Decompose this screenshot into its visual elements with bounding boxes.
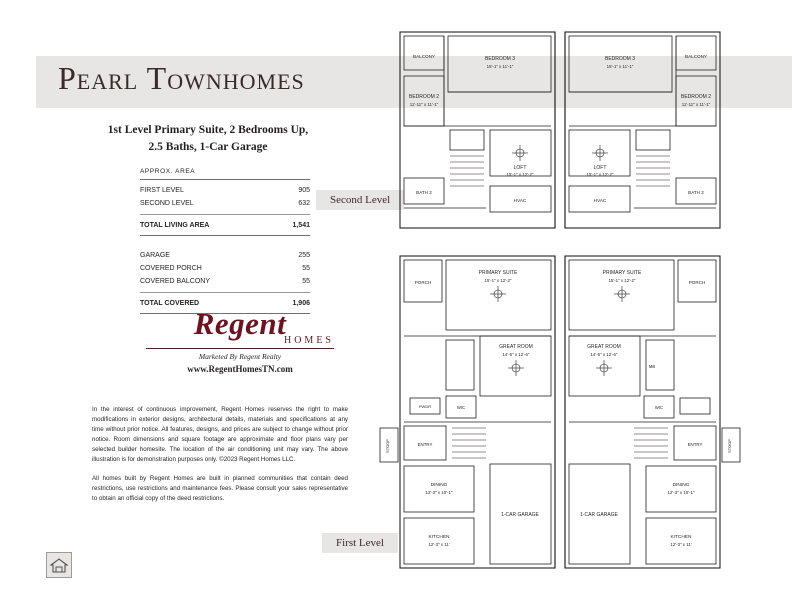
room-label-kitchen-left: KITCHEN — [428, 535, 450, 540]
room-dim-kitchen-left: 12'-3" x 11' — [428, 542, 450, 547]
second-level-label: Second Level — [316, 190, 404, 210]
room-label-stoop-left: STOOP — [385, 439, 390, 453]
room-label-dining-left: DINING — [430, 483, 448, 488]
room-dim-bedroom2-right: 11'-11" x 11'-1" — [681, 102, 711, 107]
divider — [140, 214, 310, 215]
row-label: GARAGE — [140, 251, 170, 259]
room-dim-loft-right: 15'-1" x 12'-2" — [586, 172, 614, 177]
room-dim-great-room-right: 14'-5" x 12'-6" — [590, 352, 618, 357]
disclaimer-paragraph-2: All homes built by Regent Homes are built in planned communities that contain deed restrictions, use restrictions and maintenance fees. Please consult your sales representative to obtain an official copy of the deed restrictions. — [92, 475, 348, 503]
room-label-entry-right: ENTRY — [687, 442, 703, 447]
room-label-hvac-left: HVAC — [513, 198, 527, 203]
room-dim-dining-right: 12'-3" x 10'-1" — [667, 490, 695, 495]
table-row — [140, 275, 310, 288]
room-label-mechanical-right: MB — [648, 364, 656, 369]
page-subtitle — [58, 122, 358, 155]
room-label-bedroom2-left: BEDROOM 2 — [408, 94, 440, 100]
room-label-loft-left: LOFT — [513, 165, 527, 171]
room-dim-loft-left: 15'-1" x 12'-2" — [506, 172, 534, 177]
room-label-bath2-right: BATH 2 — [688, 190, 704, 195]
room-dim-bedroom2-left: 11'-11" x 11'-1" — [409, 102, 439, 107]
room-label-primary-suite-left: PRIMARY SUITE — [478, 270, 518, 276]
room-dim-kitchen-right: 12'-3" x 11' — [670, 542, 692, 547]
row-value: 55 — [302, 265, 310, 273]
room-label-kitchen-right: KITCHEN — [670, 535, 692, 540]
room-dim-dining-left: 12'-3" x 10'-1" — [425, 490, 453, 495]
room-label-stoop-right: STOOP — [727, 439, 732, 453]
room-dim-bedroom3-right: 15'-1" x 11'-1" — [606, 64, 634, 69]
divider — [140, 292, 310, 293]
row-value: 1,906 — [292, 299, 310, 307]
disclaimer-text — [92, 405, 348, 513]
row-value: 1,541 — [292, 221, 310, 229]
room-label-bedroom3-left: BEDROOM 3 — [484, 56, 516, 62]
room-label-entry-left: ENTRY — [417, 442, 433, 447]
room-label-porch-left: PORCH — [414, 280, 432, 285]
room-label-great-room-left: GREAT ROOM — [499, 344, 533, 350]
room-label-balcony-left: BALCONY — [413, 54, 435, 59]
row-label: TOTAL LIVING AREA — [140, 221, 210, 229]
equal-housing-opportunity-icon — [46, 552, 72, 578]
room-label-bath2-left: BATH 2 — [416, 190, 432, 195]
table-row — [140, 219, 310, 232]
row-value: 632 — [298, 200, 310, 208]
room-dim-primary-suite-left: 15'-1" x 12'-2" — [484, 278, 512, 283]
logo-homes-text: HOMES — [283, 335, 334, 346]
regent-homes-logo — [140, 308, 340, 374]
logo-tagline: Marketed By Regent Realty — [198, 352, 282, 361]
row-label: COVERED PORCH — [140, 265, 202, 273]
row-label: FIRST LEVEL — [140, 187, 184, 194]
room-label-wic-right: WIC — [654, 405, 664, 410]
row-label: SECOND LEVEL — [140, 200, 194, 208]
room-label-wic-left: WIC — [456, 405, 466, 410]
table-row — [140, 249, 310, 262]
second-level-floorplan — [390, 26, 730, 236]
room-dim-bedroom3-left: 15'-1" x 11'-1" — [486, 64, 514, 69]
row-label: TOTAL COVERED — [140, 299, 200, 307]
table-row — [140, 197, 310, 210]
logo-website-url: www.RegentHomesTN.com — [187, 364, 293, 374]
room-label-loft-right: LOFT — [593, 165, 607, 171]
room-label-great-room-right: GREAT ROOM — [587, 344, 621, 350]
room-label-bedroom2-right: BEDROOM 2 — [680, 94, 712, 100]
room-dim-great-room-left: 14'-5" x 12'-6" — [502, 352, 530, 357]
subtitle-line-2: 2.5 Baths, 1-Car Garage — [148, 140, 268, 153]
page-title: Pearl Townhomes — [58, 60, 305, 96]
table-row — [140, 262, 310, 275]
room-label-hvac-right: HVAC — [593, 198, 607, 203]
subtitle-line-1: 1st Level Primary Suite, 2 Bedrooms Up, — [107, 124, 309, 136]
room-label-balcony-right: BALCONY — [685, 54, 707, 59]
room-label-bedroom3-right: BEDROOM 3 — [604, 56, 636, 62]
first-level-floorplan — [370, 250, 750, 580]
room-label-garage-left: 1-CAR GARAGE — [501, 512, 539, 518]
room-label-garage-right: 1-CAR GARAGE — [580, 512, 618, 518]
area-table — [140, 168, 310, 318]
divider — [140, 179, 310, 180]
room-label-powder-left: PWDR — [418, 404, 432, 409]
divider — [140, 235, 310, 236]
table-row — [140, 184, 310, 197]
room-label-dining-right: DINING — [672, 483, 690, 488]
logo-divider — [146, 348, 334, 349]
room-dim-primary-suite-right: 15'-1" x 12'-2" — [608, 278, 636, 283]
row-value: 905 — [298, 187, 310, 194]
disclaimer-paragraph-1: In the interest of continuous improvement, Regent Homes reserves the right to make modifications in exterior designs, architectural details, materials and specifications at any time without prior notice. All features, designs, and prices are subject to change without prior notice. Room dimensions and square footage are approximate and floor plans vary per selected builder homesite. The location of the air conditioning unit may vary. The above illustration is for demonstration purposes only. ©2023 Regent Homes LLC. — [92, 406, 348, 464]
area-table-heading: APPROX. AREA — [140, 168, 196, 175]
row-value: 255 — [298, 251, 310, 259]
first-level-label: First Level — [322, 533, 398, 553]
room-label-primary-suite-right: PRIMARY SUITE — [602, 270, 642, 276]
row-label: COVERED BALCONY — [140, 278, 211, 286]
row-value: 55 — [302, 278, 310, 286]
room-label-porch-right: PORCH — [688, 280, 706, 285]
logo-wordmark: Regent — [193, 306, 287, 341]
